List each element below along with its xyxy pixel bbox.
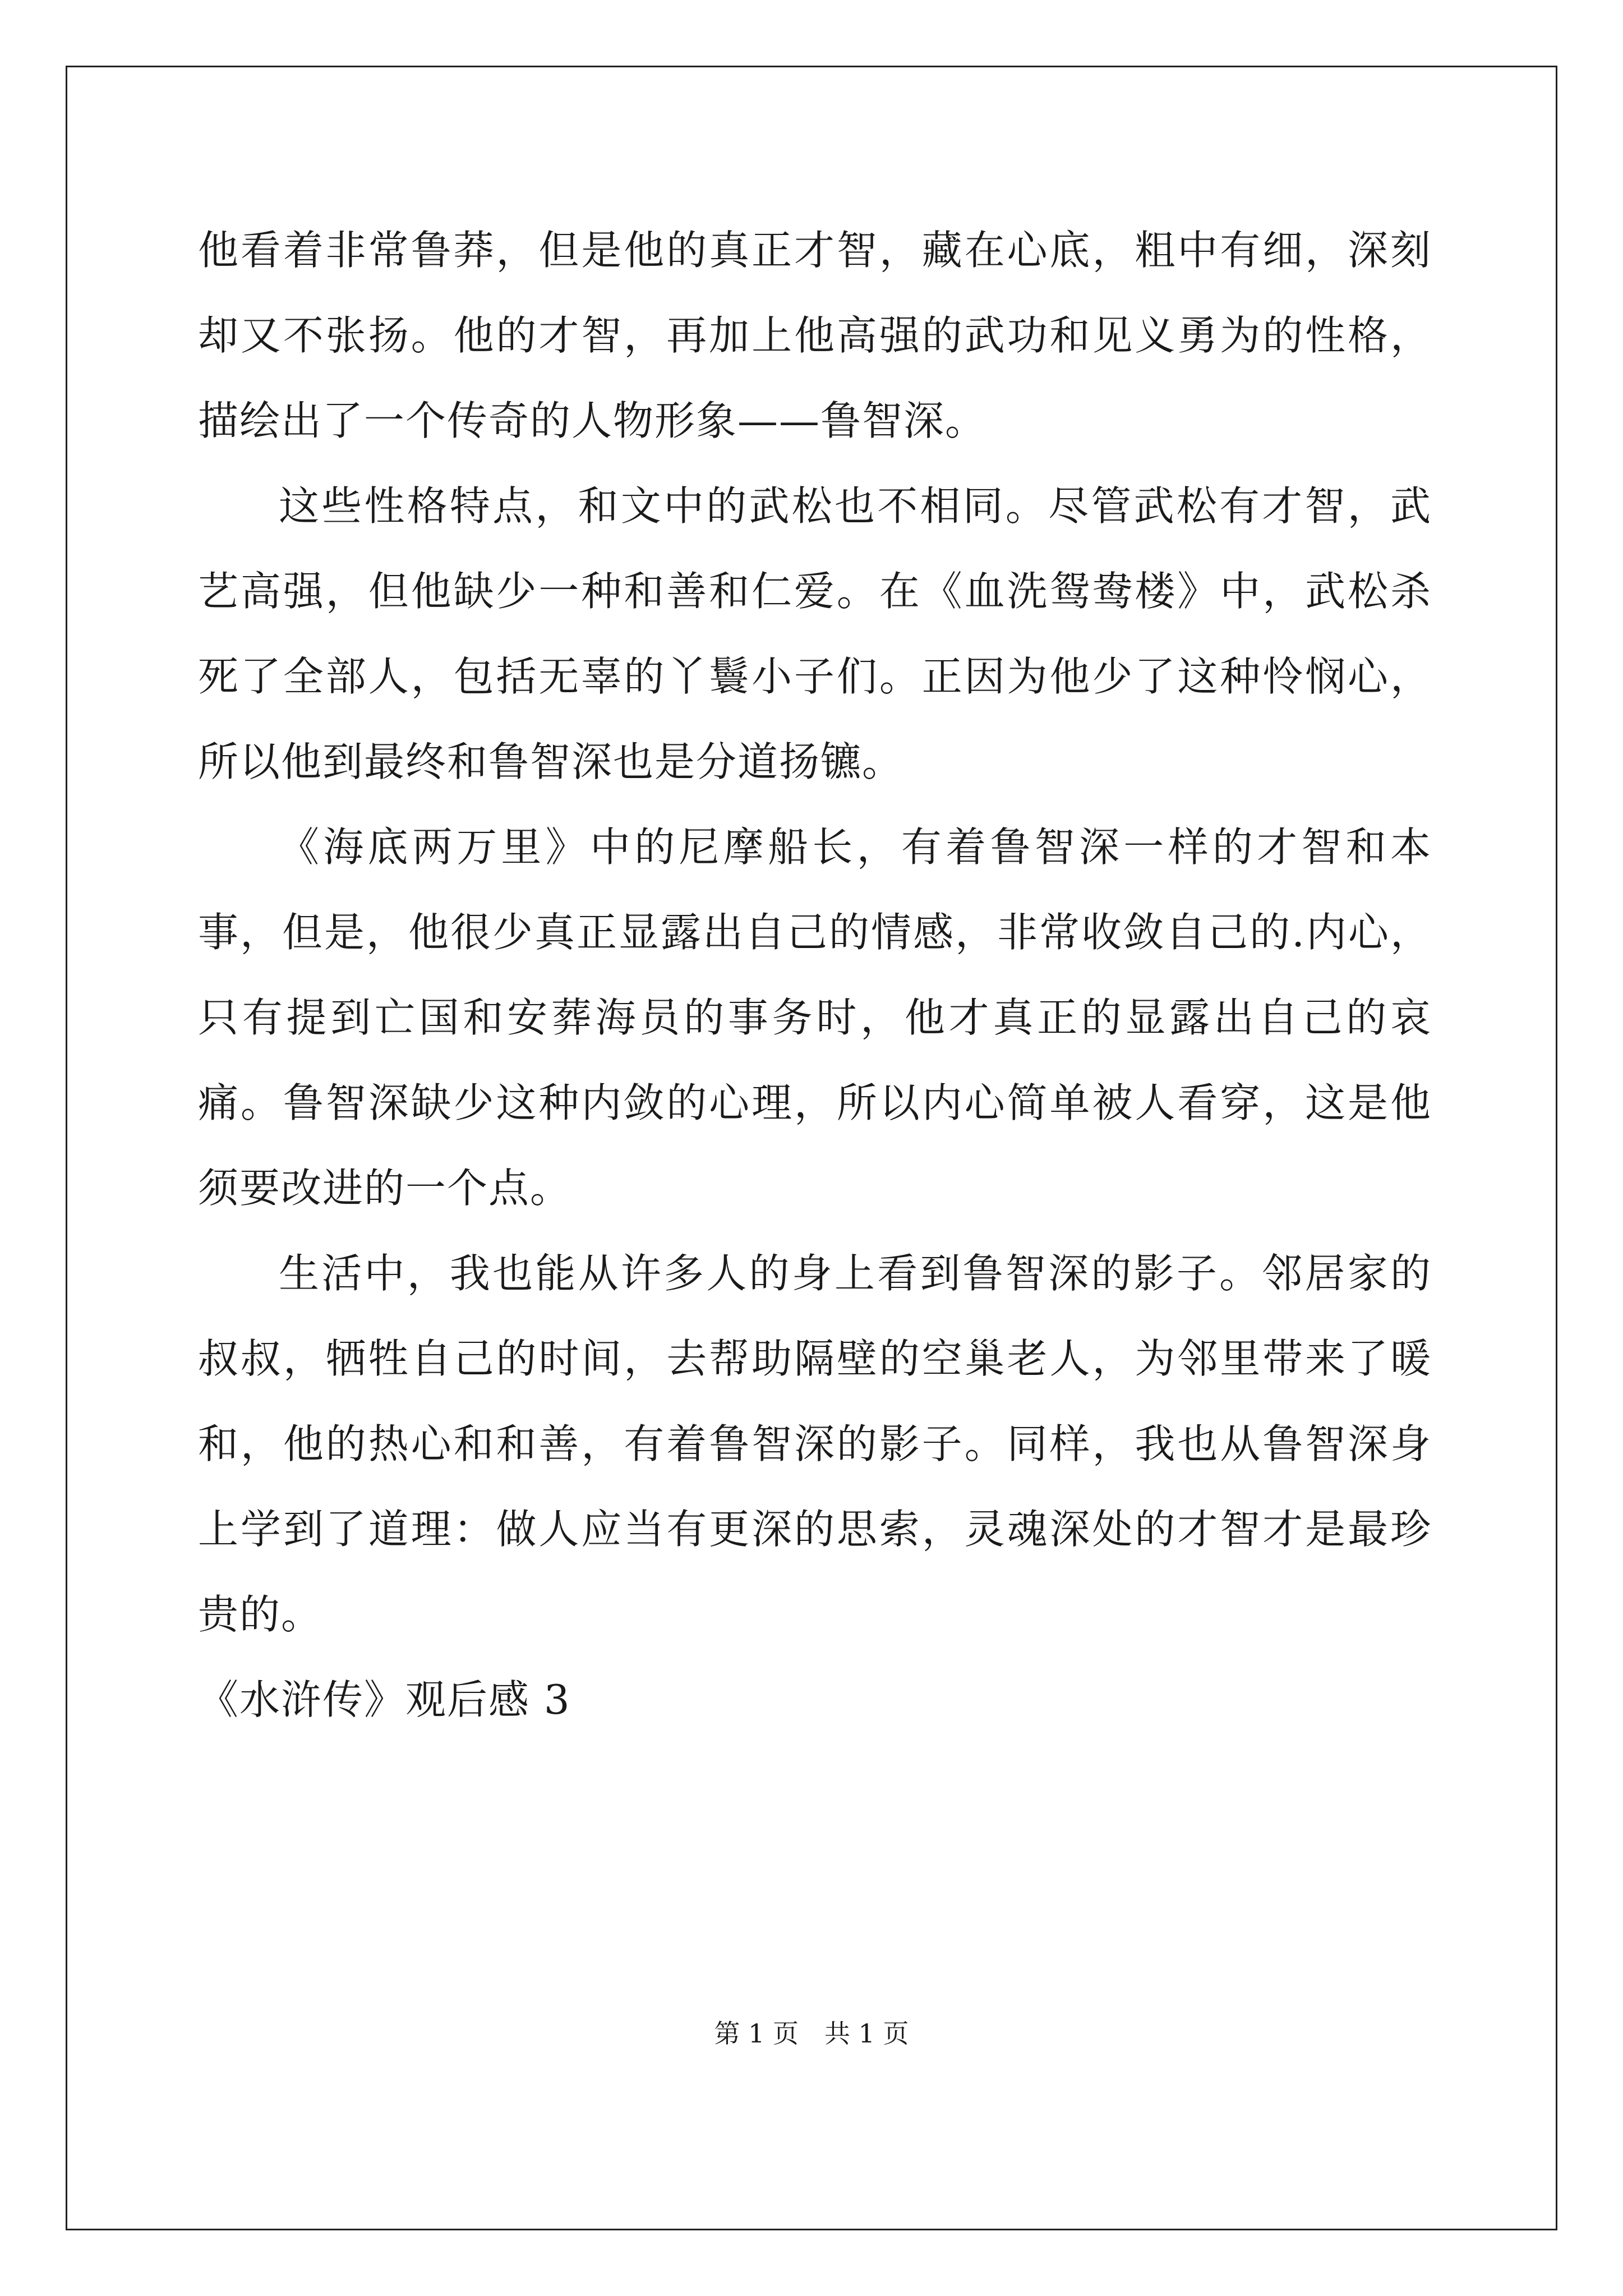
paragraph-1: 他看着非常鲁莽，但是他的真正才智，藏在心底，粗中有细，深刻却又不张扬。他的才智，再加上他高强的武功和见义勇为的性格，描绘出了一个传奇的人物形象——鲁智深。 [198, 227, 1432, 444]
paragraph-2: 这些性格特点，和文中的武松也不相同。尽管武松有才智，武艺高强，但他缺少一种和善和仁爱。在《血洗鸳鸯楼》中，武松杀死了全部人，包括无辜的丫鬟小子们。正因为他少了这种怜悯心，所以他到最终和鲁智深也是分道扬镳。 [198, 482, 1432, 785]
paragraph-4: 生活中，我也能从许多人的身上看到鲁智深的影子。邻居家的叔叔，牺牲自己的时间，去帮助隔壁的空巢老人，为邻里带来了暖和，他的热心和和善，有着鲁智深的影子。同样，我也从鲁智深身上学到了道理：做人应当有更深的思索，灵魂深处的才智才是最珍贵的。 [198, 1250, 1432, 1638]
page-footer [0, 2017, 1623, 2050]
paragraph-3: 《海底两万里》中的尼摩船长，有着鲁智深一样的才智和本事，但是，他很少真正显露出自己的情感，非常收敛自己的.内心，只有提到亡国和安葬海员的事务时，他才真正的显露出自己的哀痛。鲁智深缺少这种内敛的心理，所以内心简单被人看穿，这是他须要改进的一个点。 [198, 823, 1432, 1212]
page-total: 共 1 页 [824, 2018, 909, 2049]
section-heading: 《水浒传》观后感 3 [198, 1676, 571, 1723]
page-number: 第 1 页 [714, 2018, 799, 2049]
document-body [198, 208, 1432, 1742]
